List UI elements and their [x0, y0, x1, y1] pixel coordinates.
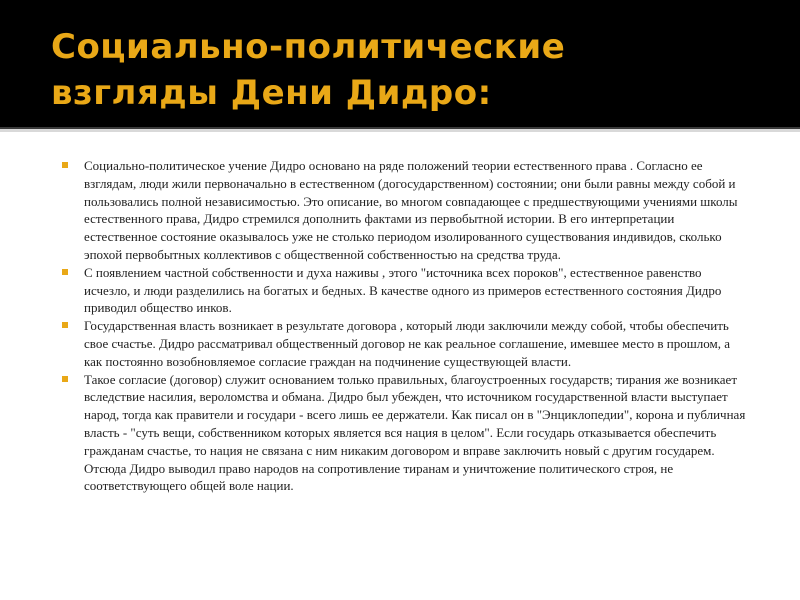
- bullet-text: С появлением частной собственности и духа наживы , этого "источника всех пороков", естественное равенство исчезло, и люди разделились на богатых и бедных. В качестве одного из примеров естественного состояния Дидро приводил общество инков.: [84, 264, 722, 316]
- bullet-text: Государственная власть возникает в результате договора , который люди заключили между собой, чтобы обеспечить свое счастье. Дидро рассматривал общественный договор не как реальное соглашение, имевшее место в прошлом, а как постоянно возобновляемое согласие граждан на подчинение существующей власти.: [84, 318, 730, 369]
- bullet-item: [60, 317, 750, 370]
- title-bar: [0, 0, 800, 127]
- bullet-square-icon: [62, 269, 68, 275]
- bullet-square-icon: [62, 322, 68, 328]
- slide-title: [51, 24, 771, 116]
- slide-title-line-2: взгляды Дени Дидро:: [51, 73, 492, 113]
- bullet-square-icon: [62, 162, 68, 168]
- title-divider-light: [0, 129, 800, 132]
- bullet-square-icon: [62, 376, 68, 382]
- bullet-item: [60, 264, 750, 317]
- slide-title-line-1: Социально-политические: [51, 27, 566, 67]
- bullet-item: [60, 157, 750, 264]
- bullet-list: [60, 140, 750, 495]
- bullet-text: Социально-политическое учение Дидро основано на ряде положений теории естественного права . Согласно ее взглядам, люди жили первоначально в естественном (догосударственном) состоянии; они были равны между собой и пользовались полной независимостью. Это описание, во многом совпадающее с предшествующими учениями школы естественного права, Дидро стремился дополнить фактами из первобытной истории. В его интерпретации естественное состояние оказывалось уже не столько периодом изолированного существования индивидов, сколько эпохой первобытных коллективов с общественной собственностью на средства труда.: [84, 158, 738, 262]
- bullet-item: [60, 371, 750, 496]
- bullet-text: Такое согласие (договор) служит основанием только правильных, благоустроенных государств; тирания же возникает вследствие насилия, вероломства и обмана. Дидро был убежден, что источником государственной власти выступает народ, тогда как правители и государи - всего лишь ее держатели. Как писал он в "Энциклопедии", корона и публичная власть - "суть вещи, собственником которых является вся нация в целом". Если государь отказывается обеспечить гражданам счастье, то нация не связана с ним никаким договором и вправе заключить новый с другим государем. Отсюда Дидро выводил право народов на сопротивление тиранам и уничтожение политического строя, не соответствующего общей воле нации.: [84, 371, 746, 494]
